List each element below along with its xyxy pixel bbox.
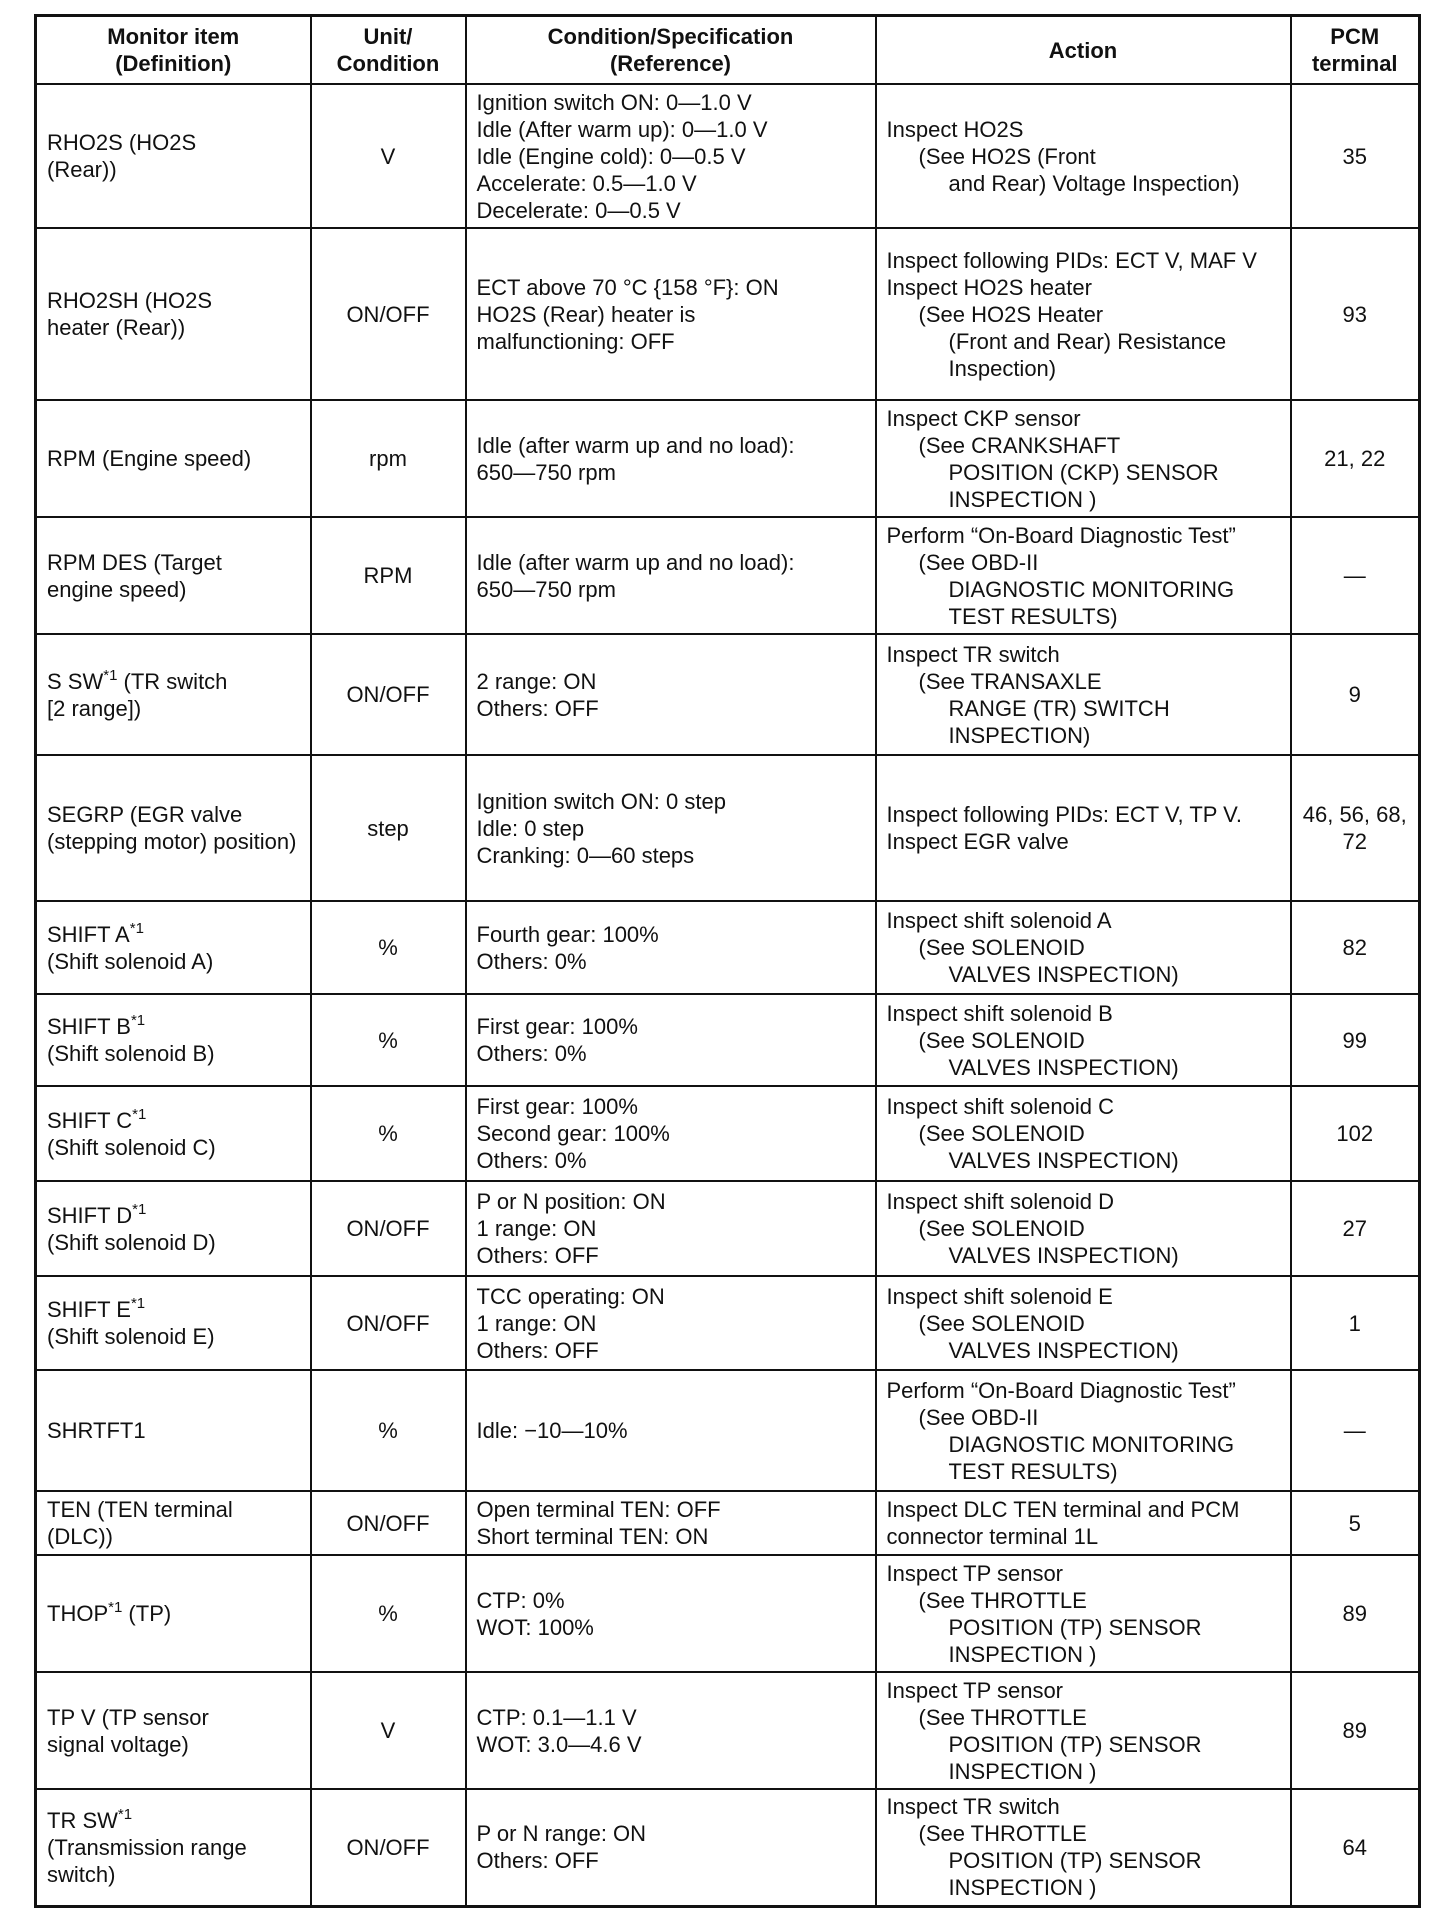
monitor-item-name xyxy=(47,1600,300,1627)
unit-cell: RPM xyxy=(311,517,466,634)
monitor-item-cell xyxy=(36,1491,311,1555)
action-cell xyxy=(876,1370,1291,1491)
monitor-item-definition: (Shift solenoid C) xyxy=(47,1134,216,1160)
table-header-row xyxy=(36,16,1420,85)
unit-cell: V xyxy=(311,1672,466,1789)
condition-cell xyxy=(466,84,876,228)
condition-cell xyxy=(466,517,876,634)
condition-cell xyxy=(466,228,876,400)
unit-cell: ON/OFF xyxy=(311,1181,466,1276)
action-reference-cont: VALVES INSPECTION) xyxy=(948,1337,1179,1363)
monitor-item-text: TR SW xyxy=(47,1807,118,1833)
monitor-item-cell xyxy=(36,84,311,228)
unit-cell: ON/OFF xyxy=(311,634,466,755)
monitor-item-definition: signal voltage) xyxy=(47,1731,189,1757)
monitor-item-text-cont: (TR switch xyxy=(117,668,228,694)
condition-cell xyxy=(466,1789,876,1906)
action-reference-cont: VALVES INSPECTION) xyxy=(948,1243,1179,1268)
table-row xyxy=(36,1789,1420,1906)
action-main: Inspect shift solenoid D xyxy=(886,1189,1114,1214)
action-cell xyxy=(876,228,1291,400)
condition-line: Others: OFF xyxy=(476,695,599,721)
pid-monitor-table-page xyxy=(34,14,1418,1908)
action-cell xyxy=(876,994,1291,1086)
action-cell xyxy=(876,1491,1291,1555)
condition-line: CTP: 0% xyxy=(476,1587,565,1613)
footnote-marker: *1 xyxy=(130,1012,146,1029)
action-reference: (See OBD-II xyxy=(918,1404,1039,1430)
monitor-item-cell xyxy=(36,517,311,634)
monitor-item-name xyxy=(47,287,300,314)
monitor-item-name xyxy=(47,1417,300,1444)
monitor-item-cell xyxy=(36,1181,311,1276)
header-monitor-item: Monitor item (Definition) xyxy=(36,16,311,85)
condition-line: CTP: 0.1—1.1 V xyxy=(476,1704,637,1730)
pcm-terminal-cell: 82 xyxy=(1291,901,1420,994)
table-row xyxy=(36,1491,1420,1555)
unit-cell: % xyxy=(311,901,466,994)
condition-line: WOT: 3.0—4.6 V xyxy=(476,1731,642,1757)
monitor-item-name xyxy=(47,445,300,472)
condition-line: Accelerate: 0.5—1.0 V xyxy=(476,170,697,196)
pcm-terminal-cell: 27 xyxy=(1291,1181,1420,1276)
condition-line: Idle (after warm up and no load): xyxy=(476,432,795,458)
action-cell xyxy=(876,634,1291,755)
pcm-terminal-cell: — xyxy=(1291,517,1420,634)
condition-line: Idle (After warm up): 0—1.0 V xyxy=(476,116,768,142)
unit-cell: ON/OFF xyxy=(311,1491,466,1555)
table-row xyxy=(36,228,1420,400)
unit-cell: % xyxy=(311,1555,466,1672)
pcm-terminal-cell: 46, 56, 68, 72 xyxy=(1291,755,1420,901)
action-main: Inspect TP sensor xyxy=(886,1677,1064,1703)
action-cell xyxy=(876,1789,1291,1906)
unit-cell: % xyxy=(311,994,466,1086)
action-pid-check: Inspect following PIDs: ECT V, MAF V xyxy=(886,247,1257,273)
monitor-item-text: TEN (TEN terminal xyxy=(47,1497,233,1522)
condition-line: TCC operating: ON xyxy=(476,1283,665,1309)
condition-line: Decelerate: 0—0.5 V xyxy=(476,197,681,223)
action-pid-check: Inspect following PIDs: ECT V, TP V. xyxy=(886,802,1242,827)
condition-cell xyxy=(466,1555,876,1672)
unit-cell: % xyxy=(311,1370,466,1491)
pcm-terminal-cell: 5 xyxy=(1291,1491,1420,1555)
monitor-item-cell xyxy=(36,755,311,901)
pcm-terminal-cell: 64 xyxy=(1291,1789,1420,1906)
unit-cell: step xyxy=(311,755,466,901)
monitor-item-name xyxy=(47,1107,300,1134)
monitor-item-text: RPM DES (Target xyxy=(47,549,222,575)
action-main: Inspect shift solenoid E xyxy=(886,1283,1113,1309)
action-cell xyxy=(876,1181,1291,1276)
action-reference-cont: POSITION (CKP) SENSOR INSPECTION ) xyxy=(948,459,1219,512)
action-reference-cont: POSITION (TP) SENSOR INSPECTION ) xyxy=(948,1614,1202,1667)
action-cell xyxy=(876,84,1291,228)
condition-cell xyxy=(466,1491,876,1555)
action-main: Inspect HO2S heater xyxy=(886,274,1092,300)
condition-line: Others: 0% xyxy=(476,1041,587,1066)
unit-cell: ON/OFF xyxy=(311,1789,466,1906)
condition-line: Idle: 0 step xyxy=(476,815,585,841)
action-reference-cont: (Front and Rear) Resistance Inspection) xyxy=(948,328,1227,381)
monitor-item-text-cont: (TP) xyxy=(122,1601,172,1626)
condition-line: HO2S (Rear) heater is xyxy=(476,301,696,327)
pcm-terminal-cell: 93 xyxy=(1291,228,1420,400)
monitor-item-definition: (stepping motor) position) xyxy=(47,829,297,854)
footnote-marker: *1 xyxy=(132,1105,147,1123)
monitor-item-definition: (DLC)) xyxy=(47,1524,113,1549)
table-row xyxy=(36,901,1420,994)
monitor-item-text: TP V (TP sensor xyxy=(47,1704,209,1730)
action-reference-cont: POSITION (TP) SENSOR INSPECTION ) xyxy=(948,1848,1202,1901)
action-main: Inspect shift solenoid A xyxy=(886,908,1112,933)
action-main: Inspect CKP sensor xyxy=(886,405,1081,431)
action-reference-cont: and Rear) Voltage Inspection) xyxy=(948,170,1240,196)
monitor-item-text: SHIFT E xyxy=(47,1297,131,1322)
monitor-item-definition: (Transmission range switch) xyxy=(47,1834,247,1887)
action-reference: (See SOLENOID xyxy=(918,935,1085,960)
action-main: Inspect EGR valve xyxy=(886,829,1069,854)
monitor-item-definition: (Rear)) xyxy=(47,157,117,182)
action-cell xyxy=(876,400,1291,517)
monitor-item-cell xyxy=(36,1370,311,1491)
header-unit-condition: Unit/ Condition xyxy=(311,16,466,85)
table-row xyxy=(36,1370,1420,1491)
action-reference: (See THROTTLE xyxy=(918,1704,1087,1730)
condition-line: 1 range: ON xyxy=(476,1310,597,1336)
monitor-item-name xyxy=(47,801,300,828)
condition-line: Short terminal TEN: ON xyxy=(476,1524,709,1549)
action-reference-cont: RANGE (TR) SWITCH INSPECTION) xyxy=(948,695,1170,748)
monitor-item-cell xyxy=(36,1086,311,1181)
pcm-terminal-cell: 99 xyxy=(1291,994,1420,1086)
monitor-item-name xyxy=(47,1704,300,1731)
condition-line: WOT: 100% xyxy=(476,1614,594,1640)
action-main: Inspect TP sensor xyxy=(886,1560,1064,1586)
action-main: Inspect shift solenoid B xyxy=(886,1000,1113,1026)
monitor-item-cell xyxy=(36,400,311,517)
condition-cell xyxy=(466,1370,876,1491)
pcm-terminal-cell: 35 xyxy=(1291,84,1420,228)
action-reference-cont: VALVES INSPECTION) xyxy=(948,1148,1179,1173)
monitor-item-definition: [2 range]) xyxy=(47,695,142,721)
condition-line: Cranking: 0—60 steps xyxy=(476,842,695,868)
monitor-item-text: SHIFT C xyxy=(47,1107,133,1133)
action-cell xyxy=(876,755,1291,901)
condition-line: P or N position: ON xyxy=(476,1189,666,1214)
condition-cell xyxy=(466,1086,876,1181)
footnote-marker: *1 xyxy=(108,1599,123,1616)
pcm-terminal-cell: 89 xyxy=(1291,1555,1420,1672)
condition-cell xyxy=(466,901,876,994)
action-reference-cont: VALVES INSPECTION) xyxy=(948,962,1179,987)
monitor-item-text: THOP xyxy=(47,1601,109,1626)
action-reference: (See SOLENOID xyxy=(918,1310,1085,1336)
table-row xyxy=(36,634,1420,755)
action-main: Perform “On-Board Diagnostic Test” xyxy=(886,522,1236,548)
condition-line: malfunctioning: OFF xyxy=(476,328,675,354)
condition-line: Others: 0% xyxy=(476,1148,587,1173)
table-row xyxy=(36,1181,1420,1276)
action-reference-cont: DIAGNOSTIC MONITORING TEST RESULTS) xyxy=(948,1431,1235,1484)
header-condition-specification: Condition/Specification (Reference) xyxy=(466,16,876,85)
action-reference: (See CRANKSHAFT xyxy=(918,432,1121,458)
monitor-item-text: RHO2SH (HO2S xyxy=(47,288,213,313)
footnote-marker: *1 xyxy=(117,1805,133,1823)
monitor-item-cell xyxy=(36,228,311,400)
action-main: Inspect shift solenoid C xyxy=(886,1094,1114,1119)
action-reference: (See HO2S Heater xyxy=(918,301,1104,327)
condition-line: Fourth gear: 100% xyxy=(476,921,659,947)
action-reference: (See THROTTLE xyxy=(918,1587,1087,1613)
action-main: Inspect HO2S xyxy=(886,116,1024,142)
monitor-item-name xyxy=(47,668,300,695)
condition-cell xyxy=(466,400,876,517)
pcm-terminal-cell: 102 xyxy=(1291,1086,1420,1181)
condition-line: 650—750 rpm xyxy=(476,459,616,485)
monitor-item-name xyxy=(47,549,300,576)
action-cell xyxy=(876,1555,1291,1672)
condition-line: Ignition switch ON: 0—1.0 V xyxy=(476,89,752,115)
pcm-terminal-cell: 89 xyxy=(1291,1672,1420,1789)
action-cell xyxy=(876,1086,1291,1181)
condition-line: Idle: −10—10% xyxy=(476,1418,628,1443)
condition-line: 650—750 rpm xyxy=(476,576,616,602)
monitor-item-text: SHIFT D xyxy=(47,1202,133,1228)
action-reference-cont: POSITION (TP) SENSOR INSPECTION ) xyxy=(948,1731,1202,1784)
footnote-marker: *1 xyxy=(129,919,144,937)
header-pcm-terminal: PCM terminal xyxy=(1291,16,1420,85)
condition-line: Others: OFF xyxy=(476,1243,599,1268)
pcm-terminal-cell: 1 xyxy=(1291,1276,1420,1370)
pcm-terminal-cell: 21, 22 xyxy=(1291,400,1420,517)
action-reference-cont: VALVES INSPECTION) xyxy=(948,1054,1179,1080)
monitor-item-text: SHIFT B xyxy=(47,1014,131,1039)
table-row xyxy=(36,1276,1420,1370)
monitor-item-text: SHRTFT1 xyxy=(47,1418,146,1443)
condition-line: Others: 0% xyxy=(476,948,587,974)
condition-line: First gear: 100% xyxy=(476,1094,638,1119)
table-row xyxy=(36,1086,1420,1181)
monitor-item-definition: (Shift solenoid D) xyxy=(47,1229,216,1255)
action-reference: (See SOLENOID xyxy=(918,1216,1085,1241)
action-cell xyxy=(876,1276,1291,1370)
pid-monitor-table xyxy=(34,14,1421,1908)
header-action: Action xyxy=(876,16,1291,85)
condition-line: ECT above 70 °C {158 °F}: ON xyxy=(476,274,779,300)
monitor-item-cell xyxy=(36,1789,311,1906)
condition-cell xyxy=(466,1181,876,1276)
monitor-item-text: SEGRP (EGR valve xyxy=(47,802,243,827)
action-main: Perform “On-Board Diagnostic Test” xyxy=(886,1377,1236,1403)
monitor-item-text: SHIFT A xyxy=(47,921,130,947)
condition-cell xyxy=(466,755,876,901)
action-reference: (See SOLENOID xyxy=(918,1121,1085,1146)
action-cell xyxy=(876,1672,1291,1789)
action-cell xyxy=(876,901,1291,994)
condition-cell xyxy=(466,1672,876,1789)
monitor-item-definition: heater (Rear)) xyxy=(47,315,186,340)
action-reference: (See TRANSAXLE xyxy=(918,668,1102,694)
monitor-item-name xyxy=(47,921,300,948)
table-row xyxy=(36,400,1420,517)
table-row xyxy=(36,994,1420,1086)
monitor-item-cell xyxy=(36,901,311,994)
action-cell xyxy=(876,517,1291,634)
table-row xyxy=(36,84,1420,228)
monitor-item-definition: (Shift solenoid E) xyxy=(47,1324,215,1349)
action-reference: (See SOLENOID xyxy=(918,1027,1085,1053)
condition-line: Second gear: 100% xyxy=(476,1121,670,1146)
monitor-item-text: RHO2S (HO2S xyxy=(47,130,197,155)
monitor-item-name xyxy=(47,1202,300,1229)
unit-cell: ON/OFF xyxy=(311,1276,466,1370)
monitor-item-cell xyxy=(36,1672,311,1789)
monitor-item-name xyxy=(47,1807,300,1834)
monitor-item-cell xyxy=(36,1555,311,1672)
action-main: Inspect TR switch xyxy=(886,641,1060,667)
table-row xyxy=(36,1672,1420,1789)
table-row xyxy=(36,517,1420,634)
condition-line: Others: OFF xyxy=(476,1848,599,1874)
monitor-item-definition: engine speed) xyxy=(47,576,187,602)
table-row xyxy=(36,1555,1420,1672)
condition-line: 2 range: ON xyxy=(476,668,597,694)
unit-cell: V xyxy=(311,84,466,228)
monitor-item-definition: (Shift solenoid A) xyxy=(47,948,214,974)
action-reference: (See HO2S (Front xyxy=(918,143,1096,169)
unit-cell: % xyxy=(311,1086,466,1181)
action-reference: (See OBD-II xyxy=(918,549,1039,575)
condition-line: First gear: 100% xyxy=(476,1014,638,1039)
footnote-marker: *1 xyxy=(103,666,118,684)
condition-cell xyxy=(466,994,876,1086)
condition-line: 1 range: ON xyxy=(476,1216,597,1241)
action-reference: (See THROTTLE xyxy=(918,1821,1087,1847)
pcm-terminal-cell: — xyxy=(1291,1370,1420,1491)
pcm-terminal-cell: 9 xyxy=(1291,634,1420,755)
action-main: Inspect TR switch xyxy=(886,1794,1060,1820)
action-main: Inspect DLC TEN terminal and PCM connector terminal 1L xyxy=(886,1497,1240,1549)
monitor-item-cell xyxy=(36,634,311,755)
condition-line: Ignition switch ON: 0 step xyxy=(476,788,726,814)
monitor-item-cell xyxy=(36,994,311,1086)
action-reference-cont: DIAGNOSTIC MONITORING TEST RESULTS) xyxy=(948,576,1235,629)
monitor-item-text: S SW xyxy=(47,668,104,694)
monitor-item-text: RPM (Engine speed) xyxy=(47,446,252,471)
condition-cell xyxy=(466,634,876,755)
table-body xyxy=(36,84,1420,1906)
monitor-item-definition: (Shift solenoid B) xyxy=(47,1041,215,1066)
condition-line: Idle (after warm up and no load): xyxy=(476,549,795,575)
monitor-item-name xyxy=(47,129,300,156)
monitor-item-name xyxy=(47,1013,300,1040)
monitor-item-cell xyxy=(36,1276,311,1370)
footnote-marker: *1 xyxy=(132,1200,147,1218)
monitor-item-name xyxy=(47,1496,300,1523)
condition-line: Open terminal TEN: OFF xyxy=(476,1497,721,1522)
footnote-marker: *1 xyxy=(130,1295,146,1312)
condition-line: P or N range: ON xyxy=(476,1821,647,1847)
table-row xyxy=(36,755,1420,901)
unit-cell: rpm xyxy=(311,400,466,517)
condition-line: Idle (Engine cold): 0—0.5 V xyxy=(476,143,746,169)
unit-cell: ON/OFF xyxy=(311,228,466,400)
condition-line: Others: OFF xyxy=(476,1337,599,1363)
condition-cell xyxy=(466,1276,876,1370)
monitor-item-name xyxy=(47,1296,300,1323)
